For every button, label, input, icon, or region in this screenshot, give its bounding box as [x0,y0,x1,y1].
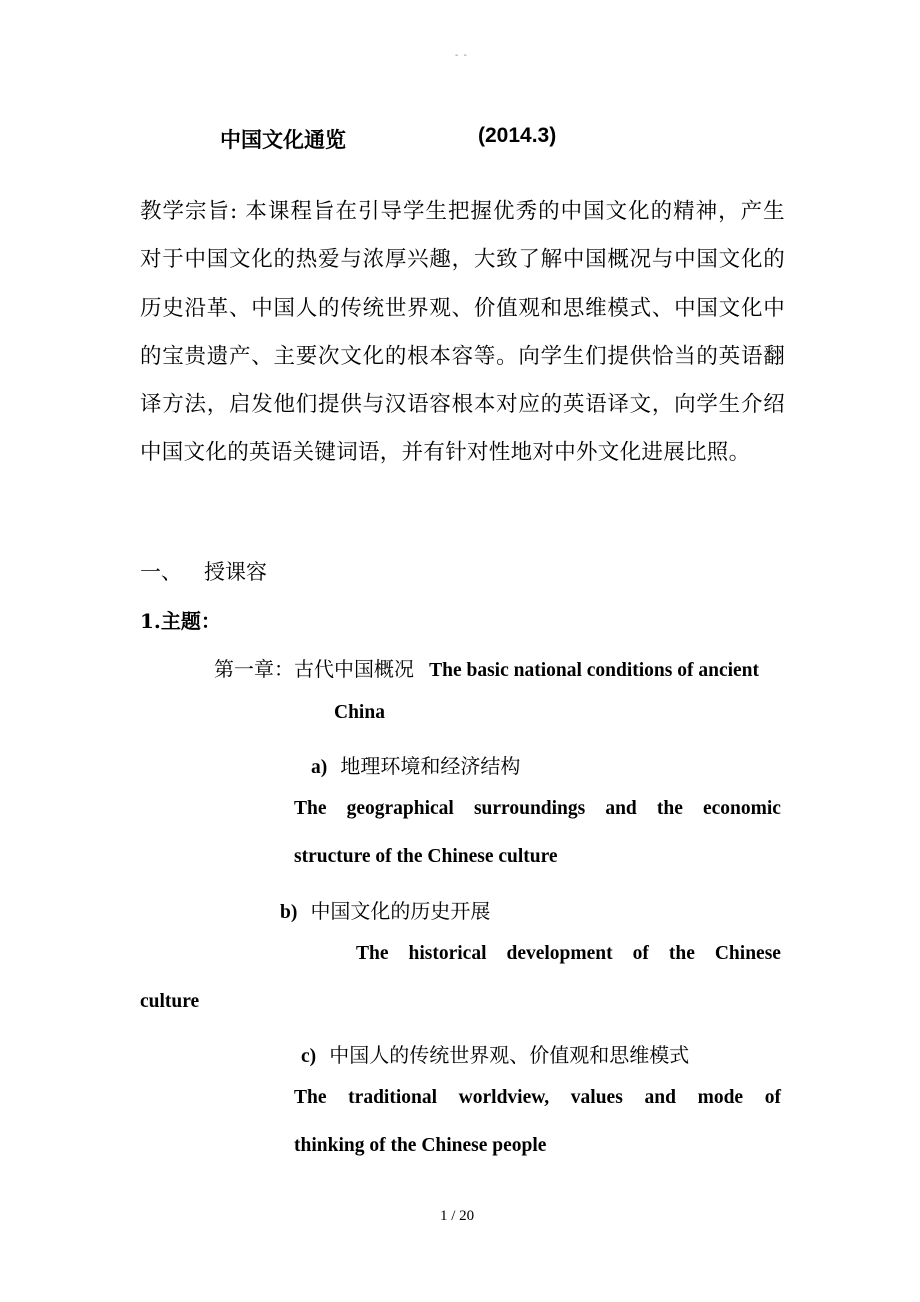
item-c-en-line2: thinking of the Chinese people [294,1135,547,1156]
word: Chinese [714,943,781,964]
item-b-heading [280,895,490,924]
word: mode [697,1087,744,1108]
word: The [294,1087,327,1108]
word: and [644,1087,676,1108]
document-title: 中国文化通览 [220,128,346,152]
word: economic [702,798,781,819]
word: of [764,1087,781,1108]
teaching-purpose-paragraph: 教学宗旨: 本课程旨在引导学生把握优秀的中国文化的精神，产生对于中国文化的热爱与浓厚兴趣，大致了解中国概况与中国文化的历史沿革、中国人的传统世界观、价值观和思维模式、中国文化中的宝贵遗产、主要次文化的根本容等。向学生们提供恰当的英语翻译方法，启发他们提供与汉语容根本对应的英语译文，向学生介绍中国文化的英语关键词语，并有针对性地对中外文化进展比照。 [140,199,785,466]
word: of [632,943,649,964]
item-b-cn: 中国文化的历史开展 [310,899,491,923]
topic-label [140,605,221,634]
item-a-marker: a) [311,757,328,778]
item-a-cn: 地理环境和经济结构 [340,754,521,778]
word: values [570,1087,623,1108]
section-heading: 授课容 [204,560,267,584]
chapter-1-en: The basic national conditions of ancient [429,660,760,681]
word: worldview, [458,1087,550,1108]
word: development [506,943,613,964]
item-c-marker: c) [301,1046,317,1067]
topic-label-text: 1.主题： [140,609,221,633]
section-number: 一、 [140,560,182,584]
word: the [668,943,695,964]
chapter-1-cn: 第一章：古代中国概况 [214,657,414,681]
item-c-cn: 中国人的传统世界观、价值观和思维模式 [329,1043,690,1067]
word: The [294,798,327,819]
item-b-en-line1 [356,943,781,965]
item-c-en-line1 [294,1087,781,1109]
word: The [356,943,389,964]
word: surroundings [473,798,586,819]
word: the [656,798,683,819]
header-mark: - - [455,50,468,61]
word: geographical [346,798,454,819]
item-a-en-line1 [294,798,781,820]
item-b-marker: b) [280,902,298,923]
item-a-en-line2: structure of the Chinese culture [294,846,558,867]
item-c-heading [301,1039,689,1068]
word: and [605,798,637,819]
chapter-1-en-cont: China [334,702,385,723]
word: historical [408,943,487,964]
word: traditional [348,1087,438,1108]
chapter-1-heading [214,653,759,682]
item-b-en-line2: culture [140,991,200,1012]
page-number: 1 / 20 [440,1208,475,1224]
item-a-heading [311,750,520,779]
document-date: (2014.3) [478,124,557,147]
